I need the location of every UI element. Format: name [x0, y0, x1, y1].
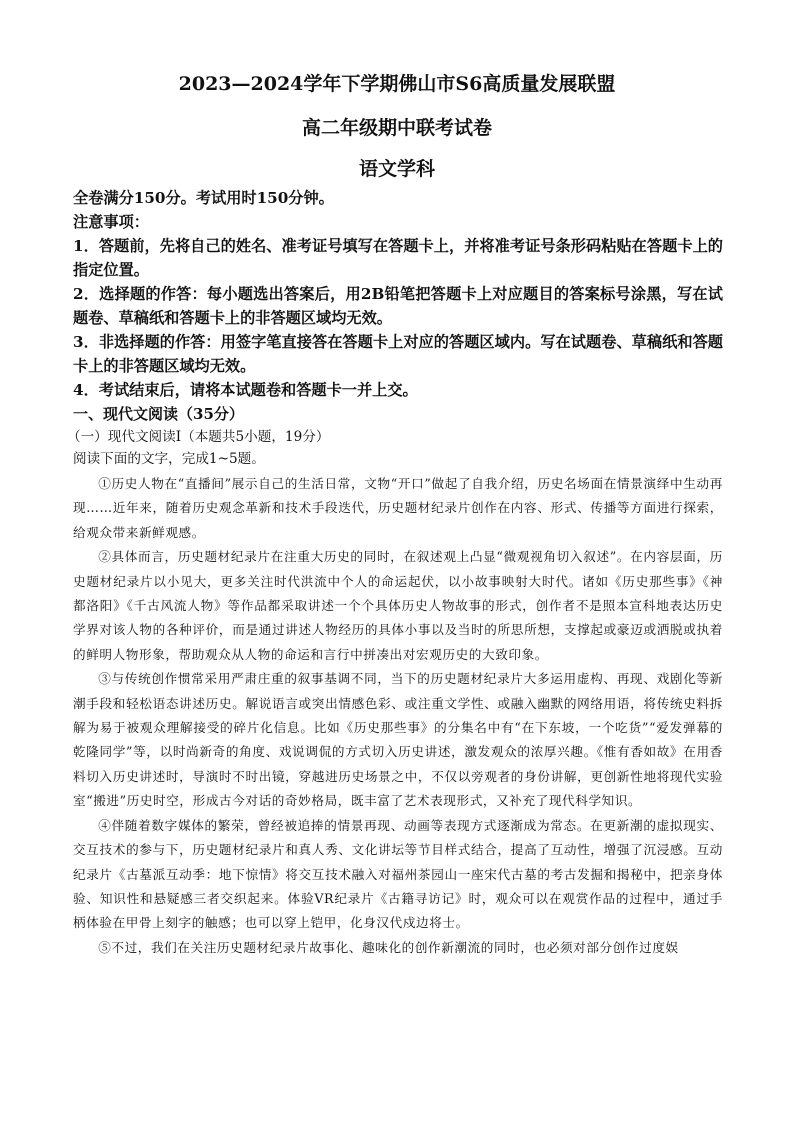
- section-subheading: （一）现代文阅读Ⅰ（本题共5小题，19分）: [67, 429, 330, 445]
- passage-paragraph-3: ③与传统创作惯常采用严肃庄重的叙事基调不同，当下的历史题材纪录片大多运用虚构、再现、戏剧化等新潮手段和轻松语态讲述历史。解说语言或突出情感色彩、或注重文学性、或融入幽默的网络用语，将传统史料拆解为易于被观众理解接受的碎片化信息。比如《历史那些事》的分集名中有“在下东坡，一个吃货”“爱发弹幕的乾隆同学”等，以时尚新奇的角度、戏说调侃的方式切入历史讲述，激发观众的浓厚兴趣。《惟有香如故》在用香料切入历史讲述时，导演时不时出镜，穿越进历史场景之中，不仅以旁观者的身份讲解，更创新性地将现代实验室“搬进”历史时空，形成古今对话的奇妙格局，既丰富了艺术表现形式，又补充了现代科学知识。: [73, 671, 723, 809]
- notice-heading: 注意事项：: [73, 213, 149, 231]
- passage-paragraph-4: ④伴随着数字媒体的繁荣，曾经被追捧的情景再现、动画等表现方式逐渐成为常态。在更新潮的虚拟现实、交互技术的参与下，历史题材纪录片和真人秀、文化讲坛等节目样式结合，提高了互动性，增强了沉浸感。互动纪录片《古墓派互动季：地下惊情》将交互技术融入对福州茶园山一座宋代古墓的考古发掘和揭秘中，把亲身体验、知识性和悬疑感三者交织起来。体验VR纪录片《古籍寻访记》时，观众可以在观赏作品的过程中，通过手柄体验在甲骨上刻字的触感；也可以穿上铠甲，化身汉代戍边将士。: [73, 817, 723, 931]
- passage-paragraph-1: ①历史人物在“直播间”展示自己的生活日常，文物“开口”做起了自我介绍，历史名场面在情景演绎中生动再现……近年来，随着历史观念革新和技术手段迭代，历史题材纪录片创作在内容、形式、传播等方面进行探索，给观众带来新鲜观感。: [73, 476, 723, 540]
- section-heading: 一、现代文阅读（35分）: [73, 405, 244, 423]
- reading-instruction: 阅读下面的文字，完成1~5题。: [73, 451, 265, 467]
- notice-item-4: 4．考试结束后，请将本试题卷和答题卡一并上交。: [73, 381, 418, 399]
- passage-paragraph-2: ②具体而言，历史题材纪录片在注重大历史的同时，在叙述观上凸显“微观视角切入叙述”。在内容层面，历史题材纪录片以小见大，更多关注时代洪流中个人的命运起伏，以小故事映射大时代。诸如《历史那些事》《神都洛阳》《千古风流人物》等作品都采取讲述一个个具体历史人物故事的形式，创作者不是照本宣科地表达历史学界对该人物的各种评价，而是通过讲述人物经历的具体小事以及当时的所思所想，支撑起或豪迈或洒脱或执着的鲜明人物形象，帮助观众从人物的命运和言行中拼凑出对宏观历史的大致印象。: [73, 549, 723, 662]
- score-line: 全卷满分150分。考试用时150分钟。: [73, 189, 334, 207]
- notice-item-1: 1．答题前，先将自己的姓名、准考证号填写在答题卡上，并将准考证号条形码粘贴在答题卡上的指定位置。: [73, 237, 723, 279]
- exam-title-line-1: 2023—2024学年下学期佛山市S6高质量发展联盟: [178, 73, 616, 95]
- exam-title-line-2: 高二年级期中联考试卷: [301, 117, 492, 139]
- notice-item-3: 3．非选择题的作答：用签字笔直接答在答题卡上对应的答题区域内。写在试题卷、草稿纸和答题卡上的非答题区域均无效。: [73, 333, 723, 375]
- notice-item-2: 2．选择题的作答：每小题选出答案后，用2B铅笔把答题卡上对应题目的答案标号涂黑，写在试题卷、草稿纸和答题卡上的非答题区域均无效。: [73, 285, 723, 327]
- passage-paragraph-5: ⑤不过，我们在关注历史题材纪录片故事化、趣味化的创作新潮流的同时，也必须对部分创作过度娱: [98, 939, 679, 955]
- exam-subject-title: 语文学科: [358, 158, 435, 180]
- exam-body: [67, 186, 723, 960]
